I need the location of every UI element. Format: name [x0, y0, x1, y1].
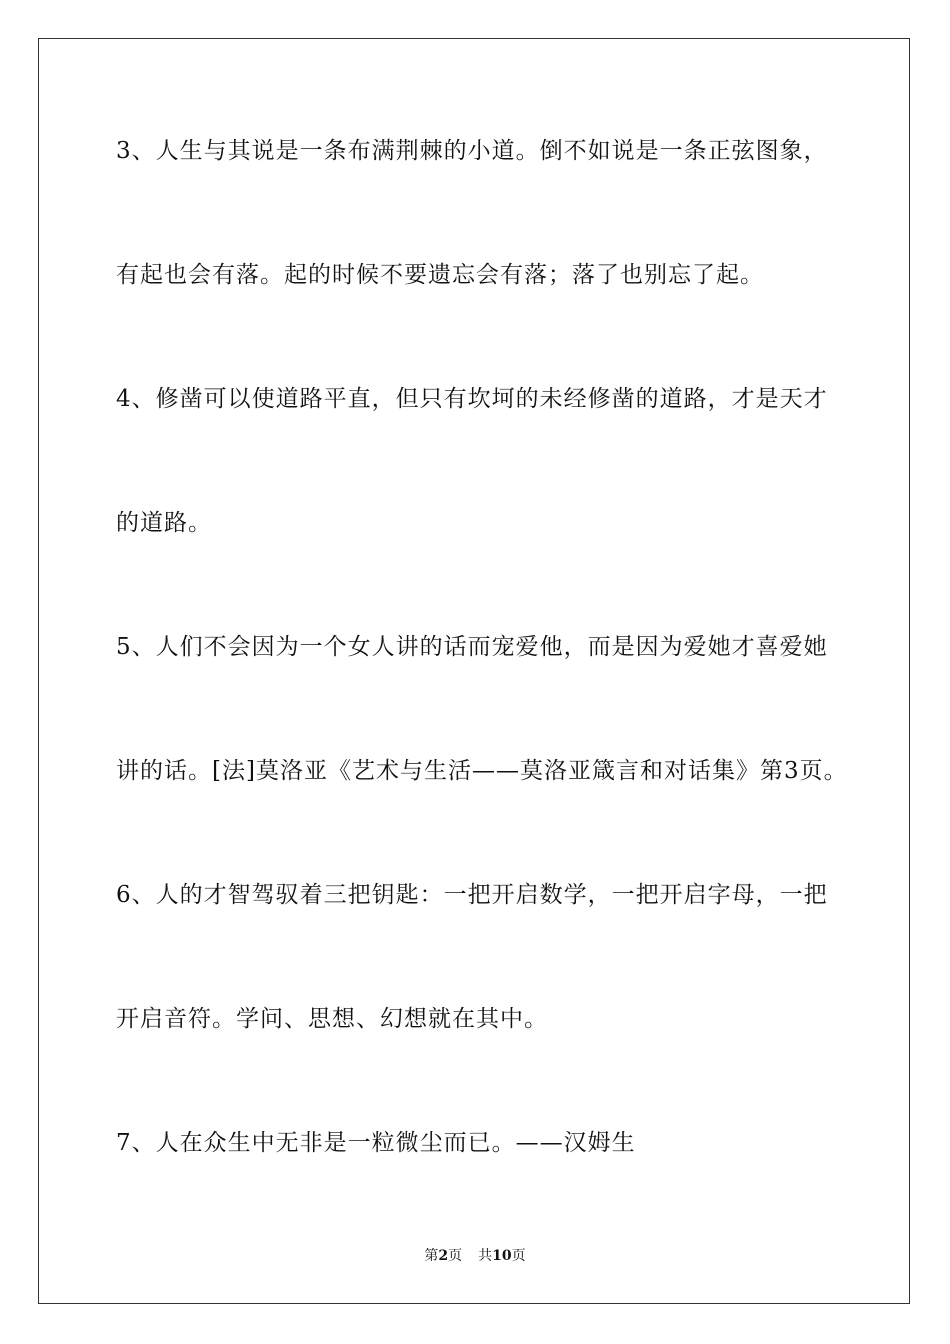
page-border [38, 38, 910, 1304]
paragraph-6-line-1: 6、人的才智驾驭着三把钥匙：一把开启数学，一把开启字母，一把 [116, 882, 828, 908]
footer-total-number: 10 [492, 1248, 512, 1264]
paragraph-6-line-2: 开启音符。学问、思想、幻想就在其中。 [116, 1006, 548, 1032]
paragraph-3-line-1: 3、人生与其说是一条布满荆棘的小道。倒不如说是一条正弦图象， [116, 138, 828, 164]
footer-total-prefix: 共 [478, 1248, 493, 1264]
footer-total-suffix: 页 [511, 1248, 526, 1264]
paragraph-4-line-1: 4、修凿可以使道路平直，但只有坎坷的未经修凿的道路，才是天才 [116, 386, 828, 412]
page-footer [0, 1246, 950, 1266]
paragraph-5-line-2: 讲的话。[法]莫洛亚《艺术与生活——莫洛亚箴言和对话集》第3页。 [116, 758, 848, 784]
paragraph-7-line-1: 7、人在众生中无非是一粒微尘而已。——汉姆生 [116, 1130, 636, 1156]
footer-page-number: 2 [438, 1248, 449, 1264]
paragraph-4-line-2: 的道路。 [116, 510, 212, 536]
footer-page-prefix: 第 [424, 1248, 439, 1264]
paragraph-5-line-1: 5、人们不会因为一个女人讲的话而宠爱他，而是因为爱她才喜爱她 [116, 634, 828, 660]
paragraph-3-line-2: 有起也会有落。起的时候不要遗忘会有落；落了也别忘了起。 [116, 262, 764, 288]
footer-page-suffix: 页 [448, 1248, 463, 1264]
